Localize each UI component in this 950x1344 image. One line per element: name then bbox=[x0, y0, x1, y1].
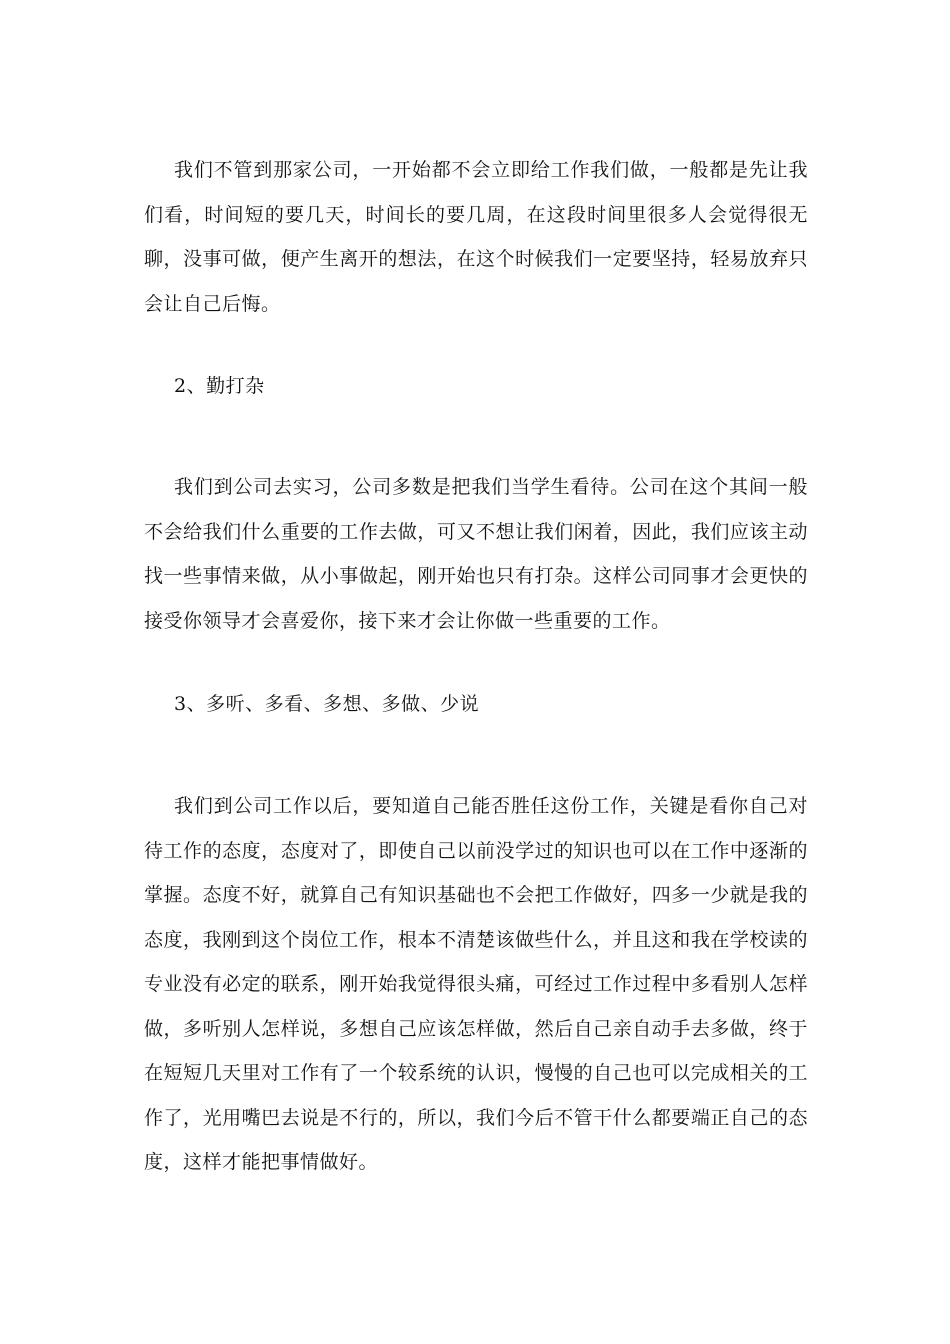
section-heading-2: 2、勤打杂 bbox=[174, 375, 265, 397]
paragraph-attitude: 我们到公司工作以后，要知道自己能否胜任这份工作，关键是看你自己对待工作的态度，态度对了，即使自己以前没学过的知识也可以在工作中逐渐的掌握。态度不好，就算自己有知识基础也不会把工作做好，四多一少就是我的态度，我刚到这个岗位工作，根本不清楚该做些什么，并且这和我在学校读的专业没有必定的联系，刚开始我觉得很头痛，可经过工作过程中多看别人怎样做，多听别人怎样说，多想自己应该怎样做，然后自己亲自动手去多做，终于在短短几天里对工作有了一个较系统的认识，慢慢的自己也可以完成相关的工作了，光用嘴巴去说是不行的，所以，我们今后不管干什么都要端正自己的态度，这样才能把事情做好。 bbox=[144, 795, 808, 1173]
section-heading-3: 3、多听、多看、多想、多做、少说 bbox=[174, 693, 480, 715]
paragraph-persistence: 我们不管到那家公司，一开始都不会立即给工作我们做，一般都是先让我们看，时间短的要几天，时间长的要几周，在这段时间里很多人会觉得很无聊，没事可做，便产生离开的想法，在这个时候我们一定要坚持，轻易放弃只会让自己后悔。 bbox=[144, 159, 808, 315]
paragraph-odd-jobs: 我们到公司去实习，公司多数是把我们当学生看待。公司在这个其间一般不会给我们什么重要的工作去做，可又不想让我们闲着，因此，我们应该主动找一些事情来做，从小事做起，刚开始也只有打杂。这样公司同事才会更快的接受你领导才会喜爱你，接下来才会让你做一些重要的工作。 bbox=[144, 476, 808, 632]
